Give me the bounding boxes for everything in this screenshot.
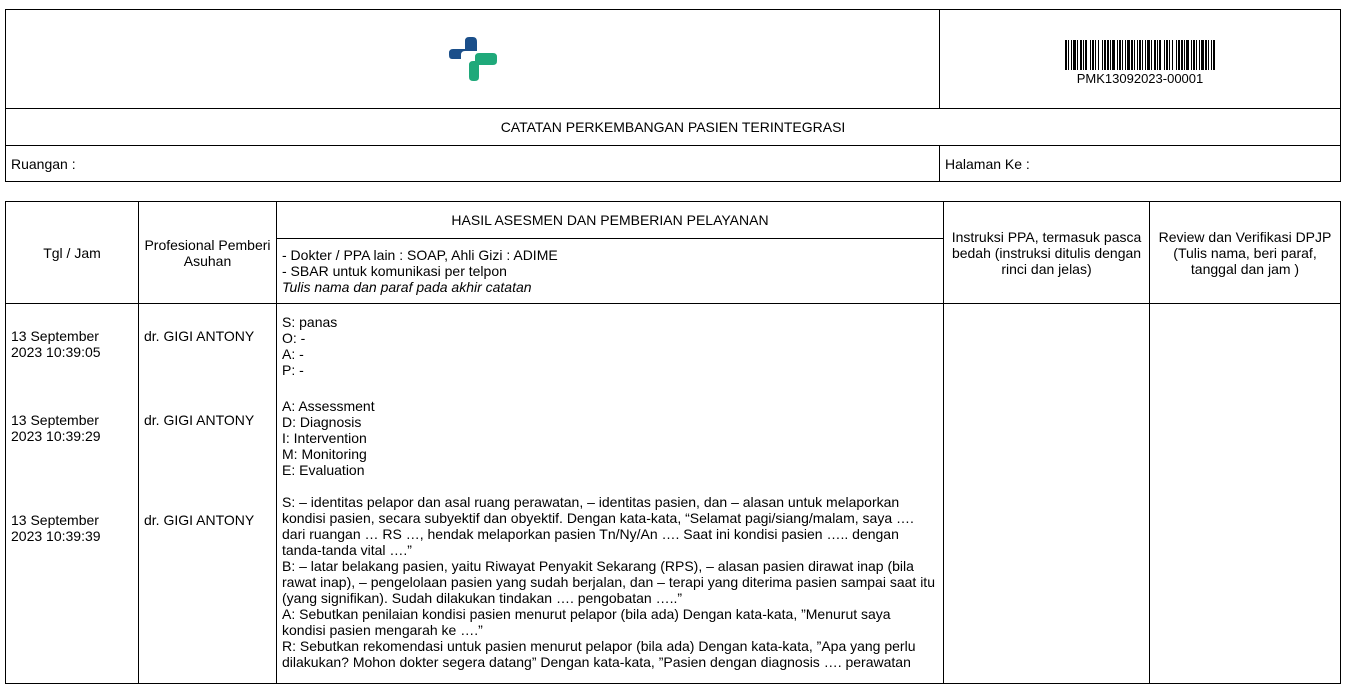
barcode-stripe	[1080, 40, 1082, 70]
barcode-stripe	[1191, 40, 1192, 70]
entry-sbar-note: S: – identitas pelapor dan asal ruang perawatan, – identitas pasien, dan – alasan untuk melaporkan kondisi pasien, secara subyektif dan obyektif. Dengan kata-kata, “Selamat pagi/siang/malam, saya …. dari ruangan … RS …, hendak melaporkan pasien Tn/Ny/An …. Saat ini kondisi pasien ….. dengan tanda-tanda vital ….” B: – latar belakang pasien, yaitu Riwayat Penyakit Sekarang (RPS), – alasan pasien dirawat inap (bila rawat inap), – pengelolaan pasien yang sudah berjalan, dan – terapi yang diterima pasien sampai saat itu (yang signifikan). Sudah dilakukan tindakan …. pengobatan …..” A: Sebutkan penilaian kondisi pasien menurut pelapor (bila ada) Dengan kata-kata, ”Menurut saya kondisi pasien mengarah ke ….” R: Sebutkan rekomendasi untuk pasien menurut pelapor (bila ada) Dengan kata-kata, ”Apa yang perlu dilakukan? Mohon dokter segera datang” Dengan kata-kata, ”Pasien dengan diagnosis …. perawatan	[282, 494, 935, 670]
document-header	[5, 9, 1341, 182]
professional-column	[139, 304, 277, 684]
barcode-stripe	[1139, 40, 1141, 70]
barcode-stripe	[1164, 40, 1165, 70]
barcode-stripe	[1068, 40, 1069, 70]
barcode-stripe	[1193, 40, 1195, 70]
barcode-stripe	[1159, 40, 1161, 70]
barcode-stripe	[1134, 40, 1135, 70]
entry-datetime: 13 September 2023 10:39:29	[11, 412, 101, 444]
entry-adime-note: A: Assessment D: Diagnosis I: Intervention M: Monitoring E: Evaluation	[282, 398, 375, 478]
barcode-stripe	[1065, 40, 1067, 70]
health-cross-logo-icon	[447, 33, 499, 85]
barcode-image	[1065, 40, 1215, 70]
barcode-stripe	[1186, 40, 1189, 70]
instruksi-column	[944, 304, 1150, 684]
col-header-tgl-jam: Tgl / Jam	[6, 202, 139, 304]
barcode-stripe	[1211, 40, 1212, 70]
barcode-stripe	[1181, 40, 1183, 70]
barcode-stripe	[1199, 40, 1200, 70]
progress-notes-table	[5, 201, 1341, 684]
barcode-stripe	[1117, 40, 1118, 70]
barcode-stripe	[1107, 40, 1109, 70]
entry-professional: dr. GIGI ANTONY	[144, 328, 255, 344]
entry-professional: dr. GIGI ANTONY	[144, 512, 255, 528]
barcode-stripe	[1077, 40, 1078, 70]
barcode-stripe	[1083, 40, 1084, 70]
barcode-stripe	[1092, 40, 1094, 70]
ruangan-field: Ruangan :	[6, 146, 940, 182]
barcode-stripe	[1102, 40, 1103, 70]
barcode-stripe	[1166, 40, 1168, 70]
barcode-stripe	[1176, 40, 1177, 70]
barcode-stripe	[1154, 40, 1156, 70]
barcode-stripe	[1147, 40, 1150, 70]
barcode-stripe	[1205, 40, 1207, 70]
barcode-stripe	[1137, 40, 1138, 70]
review-column	[1150, 304, 1341, 684]
barcode-stripe	[1169, 40, 1170, 70]
logo-cell	[6, 10, 940, 109]
barcode-stripe	[1151, 40, 1152, 70]
barcode-stripe	[1131, 40, 1133, 70]
hasil-note-sign: Tulis nama dan paraf pada akhir catatan	[282, 279, 532, 295]
entry-soap-note: S: panas O: - A: - P: -	[282, 314, 338, 378]
col-header-review: Review dan Verifikasi DPJP (Tulis nama, beri paraf, tanggal dan jam )	[1150, 202, 1341, 304]
hasil-note-sbar: - SBAR untuk komunikasi per telpon	[282, 263, 507, 279]
date-column	[6, 304, 139, 684]
barcode-stripe	[1073, 40, 1076, 70]
entry-datetime: 13 September 2023 10:39:39	[11, 512, 101, 544]
barcode-stripe	[1157, 40, 1158, 70]
barcode-stripe	[1122, 40, 1123, 70]
barcode-stripe	[1095, 40, 1096, 70]
barcode-number: PMK13092023-00001	[1076, 71, 1204, 86]
barcode-stripe	[1208, 40, 1209, 70]
assessment-column	[277, 304, 944, 684]
barcode-stripe	[1071, 40, 1072, 70]
barcode-stripe	[1104, 40, 1106, 70]
halaman-field: Halaman Ke :	[940, 146, 1341, 182]
barcode-stripe	[1172, 40, 1173, 70]
barcode-stripe	[1125, 40, 1126, 70]
barcode-stripe	[1145, 40, 1146, 70]
barcode-stripe	[1112, 40, 1115, 70]
hasil-instructions	[277, 239, 944, 304]
barcode-stripe	[1098, 40, 1099, 70]
barcode-stripe	[1090, 40, 1091, 70]
barcode-stripe	[1178, 40, 1180, 70]
barcode-stripe	[1085, 40, 1087, 70]
barcode-stripe	[1110, 40, 1111, 70]
col-header-instruksi: Instruksi PPA, termasuk pasca bedah (instruksi ditulis dengan rinci dan jelas)	[944, 202, 1150, 304]
col-header-profesional: Profesional Pemberi Asuhan	[139, 202, 277, 304]
document-title: CATATAN PERKEMBANGAN PASIEN TERINTEGRASI	[6, 109, 1341, 146]
hasil-note-soap: - Dokter / PPA lain : SOAP, Ahli Gizi : ADIME	[282, 247, 558, 263]
col-header-hasil: HASIL ASESMEN DAN PEMBERIAN PELAYANAN	[277, 202, 944, 239]
barcode-stripe	[1184, 40, 1185, 70]
barcode-stripe	[1196, 40, 1197, 70]
entry-datetime: 13 September 2023 10:39:05	[11, 328, 101, 360]
barcode-stripe	[1213, 40, 1215, 70]
barcode-stripe	[1142, 40, 1143, 70]
barcode-stripe	[1127, 40, 1130, 70]
barcode-stripe	[1201, 40, 1204, 70]
barcode-stripe	[1119, 40, 1121, 70]
barcode-cell	[940, 10, 1341, 109]
entry-professional: dr. GIGI ANTONY	[144, 412, 255, 428]
